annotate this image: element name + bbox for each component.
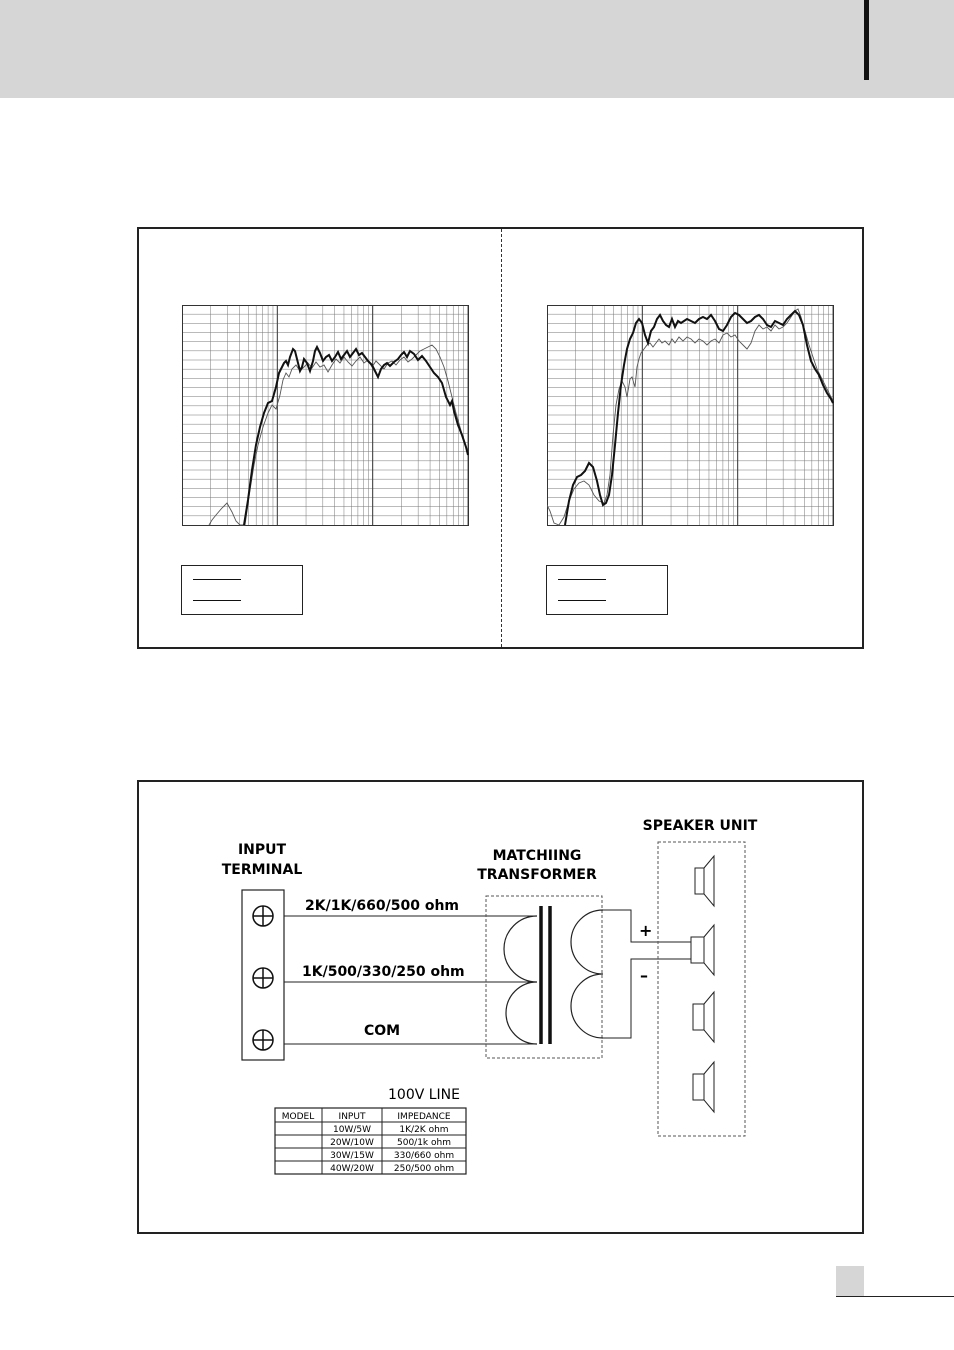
- terminal-screw-2: [253, 968, 273, 988]
- transformer-dashed-box: [486, 896, 602, 1058]
- tap-high-label: 2K/1K/660/500 ohm: [305, 898, 460, 914]
- page-number-tab: [836, 1266, 864, 1296]
- table-cell-impedance: 500/1k ohm: [397, 1138, 451, 1148]
- table-header-model: MODEL: [281, 1112, 315, 1122]
- header-tab-marker: [864, 0, 869, 80]
- response-curve-thick: [565, 311, 833, 525]
- primary-winding: [504, 916, 537, 1044]
- wiring-diagram: [139, 782, 862, 1232]
- speaker-icon: [695, 856, 714, 906]
- secondary-winding: [571, 910, 603, 1038]
- legend-line-1: [193, 579, 241, 580]
- frequency-response-chart-right: [547, 305, 835, 527]
- input-terminal-label-2: TERMINAL: [221, 862, 303, 878]
- wiring-diagram-panel: [137, 780, 864, 1234]
- terminal-screw-3: [253, 1030, 273, 1050]
- transformer-label-1: MATCHIING: [492, 848, 582, 864]
- table-cell-impedance: 1K/2K ohm: [399, 1125, 449, 1135]
- speaker-icon: [693, 992, 714, 1042]
- panel-divider: [501, 229, 502, 647]
- table-header-input: INPUT: [338, 1112, 366, 1122]
- legend-line-2: [193, 600, 241, 601]
- page-footer-rule: [836, 1296, 954, 1297]
- frequency-response-chart-left: [182, 305, 470, 527]
- frequency-response-panel: [137, 227, 864, 649]
- terminal-screw-1: [253, 906, 273, 926]
- table-cell-input: 40W/20W: [330, 1164, 374, 1174]
- speaker-icon: [691, 925, 714, 975]
- tap-low-label: 1K/500/330/250 ohm: [302, 964, 465, 980]
- plus-sign: +: [639, 921, 653, 940]
- chart-legend-left: [181, 565, 303, 615]
- input-terminal-label-1: INPUT: [237, 842, 287, 858]
- table-cell-input: 10W/5W: [332, 1125, 372, 1135]
- transformer-label-2: TRANSFORMER: [477, 867, 597, 883]
- speaker-icon: [693, 1062, 714, 1112]
- table-cell-impedance: 250/500 ohm: [393, 1164, 455, 1174]
- table-cell-input: 20W/10W: [330, 1138, 374, 1148]
- table-cell-input: 30W/15W: [330, 1151, 374, 1161]
- minus-sign: –: [640, 966, 648, 985]
- legend-line-2: [558, 600, 606, 601]
- table-cell-impedance: 330/660 ohm: [393, 1151, 455, 1161]
- speaker-unit-label: SPEAKER UNIT: [642, 818, 758, 834]
- chart-legend-right: [546, 565, 668, 615]
- tap-com-label: COM: [364, 1023, 401, 1039]
- header-band: [0, 0, 954, 98]
- response-curve-thin: [547, 309, 833, 525]
- legend-line-1: [558, 579, 606, 580]
- impedance-table: [275, 1108, 466, 1174]
- line-voltage-label: 100V LINE: [388, 1087, 460, 1103]
- table-header-impedance: IMPEDANCE: [397, 1112, 451, 1122]
